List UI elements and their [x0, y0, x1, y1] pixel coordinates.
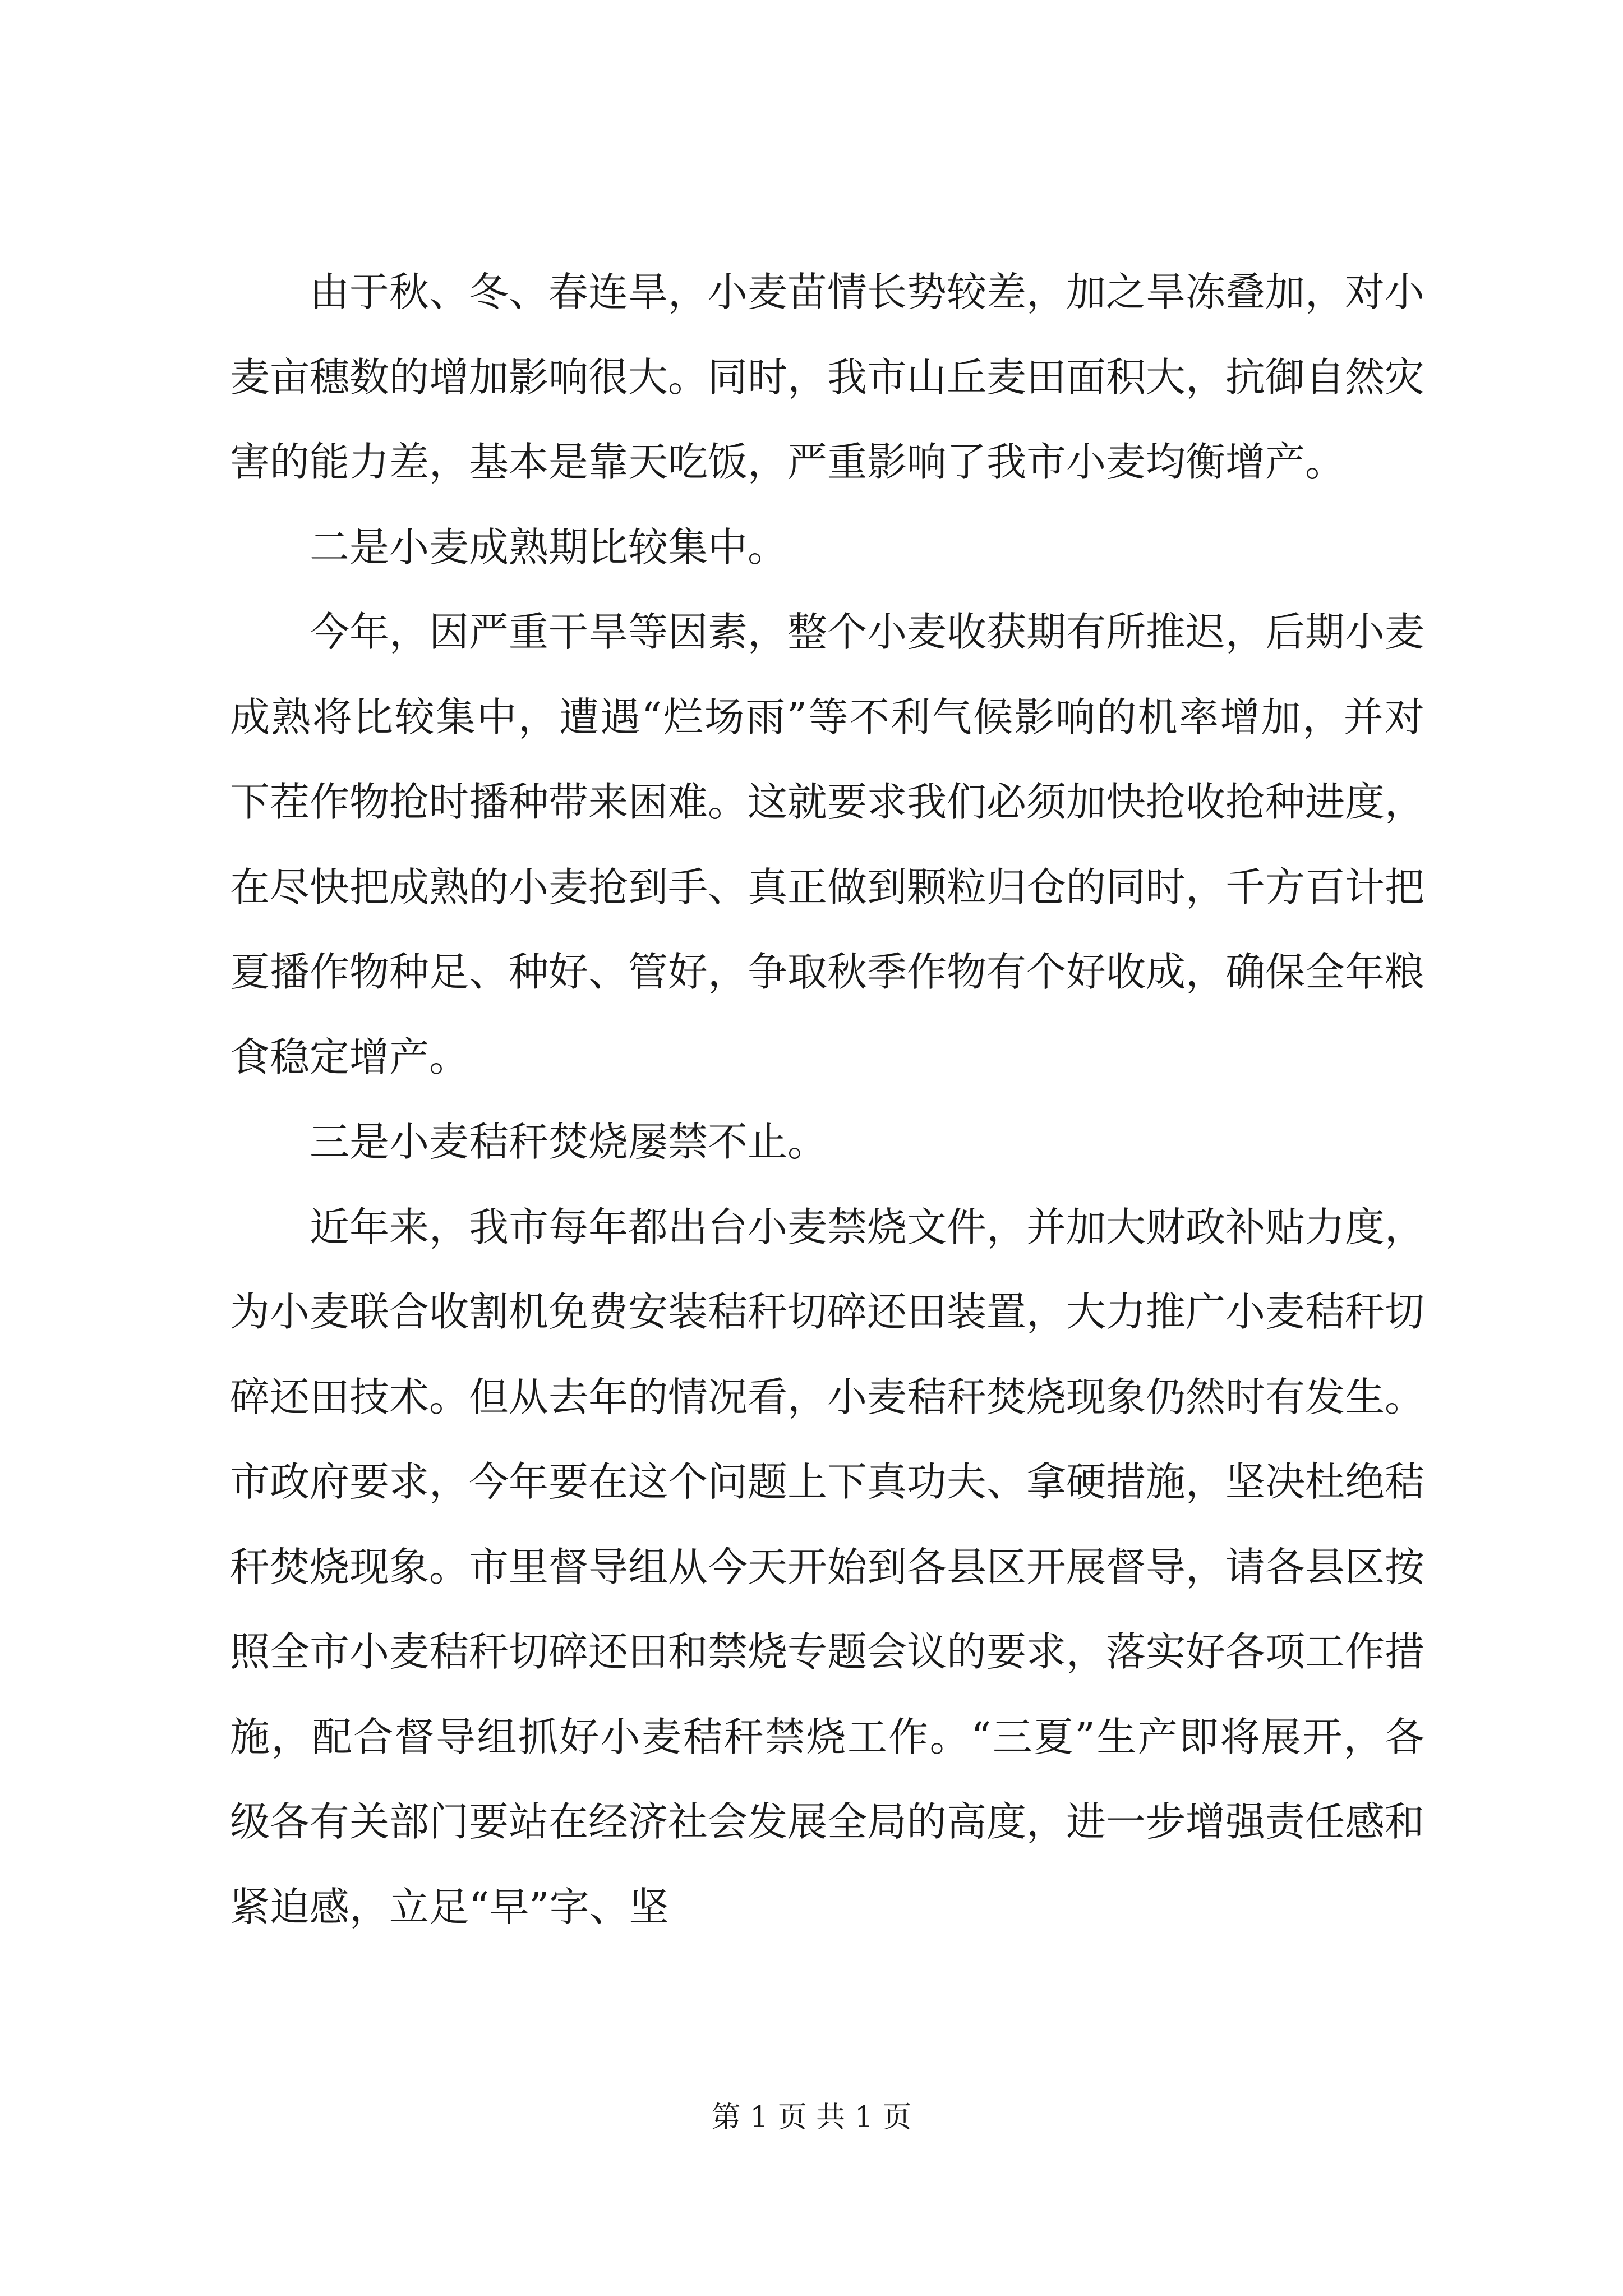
paragraph-straw-burning-measures: 近年来，我市每年都出台小麦禁烧文件，并加大财政补贴力度，为小麦联合收割机免费安装秸秆切碎还田装置，大力推广小麦秸秆切碎还田技术。但从去年的情况看，小麦秸秆焚烧现象仍然时有发生。市政府要求，今年要在这个问题上下真功夫、拿硬措施，坚决杜绝秸秆焚烧现象。市里督导组从今天开始到各县区开展督导，请各县区按照全市小麦秸秆切碎还田和禁烧专题会议的要求，落实好各项工作措施，配合督导组抓好小麦秸秆禁烧工作。“三夏”生产即将展开，各级各有关部门要站在经济社会发展全局的高度，进一步增强责任感和紧迫感，立足“早”字、坚 — [230, 1203, 1425, 1930]
heading-maturity-concentrated: 二是小麦成熟期比较集中。 — [310, 523, 788, 570]
paragraph-harvest-timing: 今年，因严重干旱等因素，整个小麦收获期有所推迟，后期小麦成熟将比较集中，遭遇“烂场雨”等不利气候影响的机率增加，并对下茬作物抢时播种带来困难。这就要求我们必须加快抢收抢种进度，在尽快把成熟的小麦抢到手、真正做到颗粒归仓的同时，千方百计把夏播作物种足、种好、管好，争取秋季作物有个好收成，确保全年粮食稳定增产。 — [230, 609, 1425, 1080]
document-body — [230, 250, 1424, 1949]
page-number-footer: 第 1 页 共 1 页 — [711, 2101, 912, 2134]
paragraph-drought-impact: 由于秋、冬、春连旱，小麦苗情长势较差，加之旱冻叠加，对小麦亩穗数的增加影响很大。同时，我市山丘麦田面积大，抗御自然灾害的能力差，基本是靠天吃饭，严重影响了我市小麦均衡增产。 — [230, 269, 1425, 485]
heading-straw-burning: 三是小麦秸秆焚烧屡禁不止。 — [310, 1119, 828, 1165]
